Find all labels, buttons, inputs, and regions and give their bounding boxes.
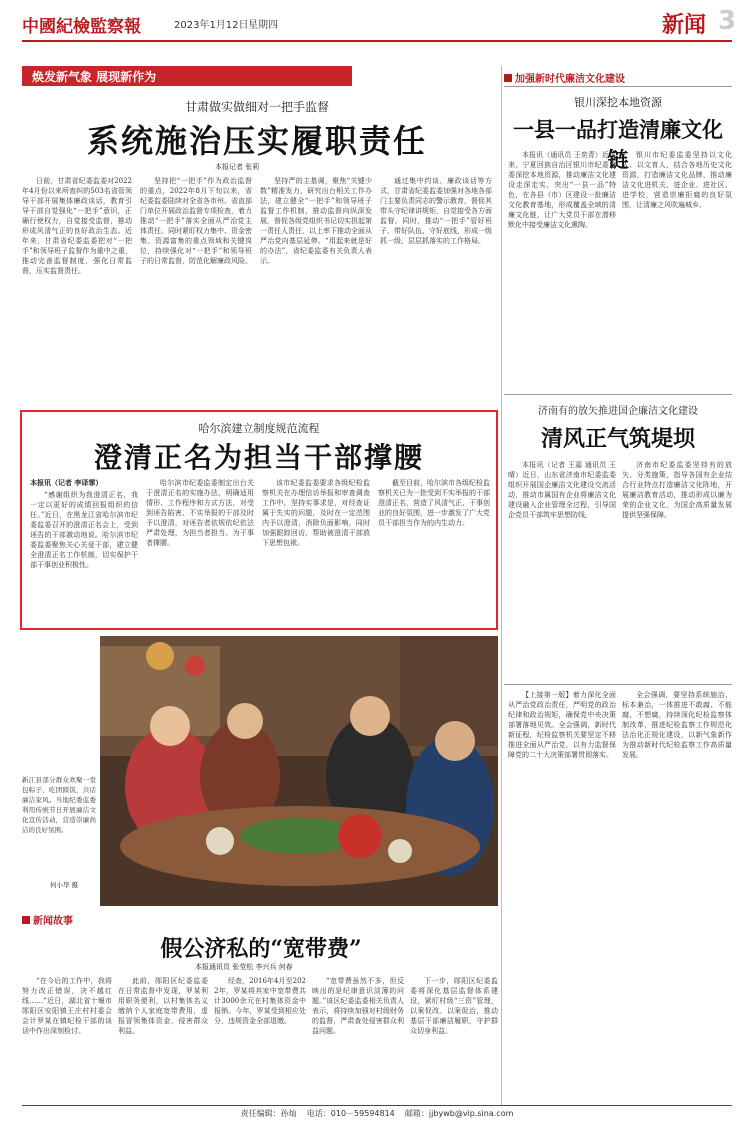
right-bottom-col-1 (508, 690, 616, 1090)
section-marker-icon (504, 74, 512, 82)
mid-story-col-1-text: “感谢组织为我澄清正名，我一定以更好的成绩回报组织的信任。”近日，在黑龙江省哈尔滨市纪委监委召开的澄清正名会上，受到诬告的干部激动地说。哈尔滨市纪委监委聚焦关心关爱干部，建立健全澄清正名工作机制，切实保护干部干事创业积极性。 (30, 491, 138, 569)
mid-story-col-1 (30, 490, 138, 622)
right-mid-col-2-text: 济南市纪委监委坚持有的放矢、分类施策，指导各国有企业结合行业特点打造廉洁文化阵地，开展廉洁教育活动，推动形成以廉为荣的企业文化，为国企高质量发展提供坚强保障。 (622, 461, 732, 519)
main-story-col-4 (380, 176, 492, 401)
right-top-section-tag (504, 70, 625, 85)
right-top-headline: 一县一品打造清廉文化链 (513, 117, 723, 172)
bottom-story-col-3-text: 经查，2016年4月至2022年，罗某将其家中宽带费共计3000余元在村集体资金中报销。今年，罗某受到相应处分，违规资金全部退缴。 (214, 977, 306, 1025)
photo-illustration (100, 636, 498, 906)
right-top-col-1 (508, 150, 616, 390)
section-marker-icon (22, 916, 30, 924)
top-banner (22, 66, 352, 86)
mid-story-col-4 (378, 478, 490, 622)
mid-story-byline: 本报讯（记者 李译霏） (30, 479, 103, 487)
mid-story-col-2-text: 哈尔滨市纪委监委制定出台关于澄清正名的实施办法，明确适用情形、工作程序和方式方法，对受到诬告陷害、不实举报的干部及时予以澄清，对诬告者依规依纪依法严肃处理，为担当者担当、为干事者撑腰。 (146, 479, 254, 547)
bottom-story-col-1-text: “在今后的工作中，我将努力改正错误，决不越红线……”近日，湖北省十堰市郧阳区安阳镇王庄村村委会会计罗某在镇纪检干部的谈话中作出深刻检讨。 (22, 977, 112, 1035)
main-story-col-4-text: 通过集中约谈、廉政谈话等方式，甘肃省纪委监委加强对各地各部门主要负责同志的警示教育，督促其带头守纪律讲规矩，自觉接受各方面监督。同时，推动“一把手”管好班子、带好队伍、守好底线，形成一级抓一级、层层抓落实的工作格局。 (380, 177, 492, 245)
mid-story-col-3-text: 该市纪委监委要求各级纪检监察机关在办理信访举报和审查调查工作中，坚持实事求是，对经查证属于失实的问题，及时在一定范围内予以澄清，消除负面影响，同时加强跟踪回访，帮助被澄清干部放下思想包袱。 (262, 479, 370, 547)
bottom-section-label: 新闻故事 (33, 916, 73, 927)
right-top-col-1-text: 本报讯（通讯员 王奕青）近年来，宁夏回族自治区银川市纪委监委深挖本地资源，推动廉洁文化建设走深走实，突出“一县一品”特色，在各县（市）区建设一批廉洁文化教育基地，形成覆盖全域的清廉文化链，让广大党员干部在潜移默化中接受廉洁文化熏陶。 (508, 151, 616, 229)
bottom-story-col-1 (22, 976, 112, 1102)
footer (22, 1108, 732, 1122)
right-mid-headline: 清风正气筑堤坝 (540, 426, 695, 452)
bottom-story-col-4 (312, 976, 404, 1102)
main-story-col-1 (22, 176, 132, 401)
right-bottom-col-1-text: 【上接第一版】着力深化全面从严治党政治责任，严明党的政治纪律和政治规矩，确保党中央决策部署落地见效。全会强调，新时代新征程，纪检监察机关要坚定不移推进全面从严治党，以有力监督保障党的二十大决策部署贯彻落实。 (508, 691, 616, 759)
masthead (0, 0, 748, 52)
main-story-col-3-text: 坚持严的主基调，聚焦“关键少数”精准发力，研究出台相关工作办法，建立健全“一把手”和领导班子监督工作机制，推动监督向纵深发展，督促各级党组织书记切实担起第一责任人责任，以上率下推动全面从严治党向基层延伸。“用起来就是好的办法”，省纪委监委有关负责人表示。 (260, 177, 372, 265)
news-photo (100, 636, 498, 906)
bottom-story-col-5 (410, 976, 498, 1102)
bottom-section-tag (22, 912, 73, 927)
bottom-story-col-5-text: 下一步，郧阳区纪委监委将深化基层监督体系建设，紧盯村级“三资”管理，以案促改、以案促治，推动基层干部廉洁履职，守护群众切身利益。 (410, 977, 498, 1035)
main-story-col-2 (140, 176, 252, 401)
mid-story-kicker: 哈尔滨建立制度规范流程 (198, 422, 320, 435)
right-top-section-label: 加强新时代廉洁文化建设 (515, 74, 625, 85)
mid-story-headline: 澄清正名为担当干部撑腰 (93, 441, 424, 474)
newspaper-logo: 中國紀檢監察報 (22, 17, 141, 37)
right-mid-col-1 (508, 460, 616, 680)
bottom-story-col-2 (118, 976, 208, 1102)
main-story-kicker: 甘肃做实做细对一把手监督 (184, 100, 329, 114)
issue-date: 2023年1月12日 (174, 20, 249, 31)
bottom-story-col-3 (214, 976, 306, 1102)
right-bottom-rule (504, 684, 732, 685)
right-mid-col-1-text: 本报讯（记者 王嘉 通讯员 王晴）近日，山东省济南市纪委监委组织开展国企廉洁文化建设交流活动，推动市属国有企业将廉洁文化建设融入企业管理全过程，引导国企党员干部筑牢思想防线。 (508, 461, 616, 519)
right-mid-rule (504, 394, 732, 395)
mid-story-col-3 (262, 478, 370, 622)
right-bottom-col-2-text: 全会强调，要坚持系统施治、标本兼治，一体推进不敢腐、不能腐、不想腐，持续深化纪检监察体制改革，推进纪检监察工作规范化法治化正规化建设，以新气象新作为推动新时代纪检监察工作高质量发展。 (622, 691, 732, 759)
photo-caption (22, 775, 96, 875)
footer-phone: 电话：010－59594814 (306, 1109, 395, 1118)
photo-credit: 何小华 摄 (50, 881, 79, 889)
issue-weekday: 星期四 (248, 20, 278, 31)
column-divider (501, 66, 502, 1106)
bottom-story-col-4-text: “宽带费虽然不多，但反映出的是纪律意识淡薄的问题。”该区纪委监委相关负责人表示，将持续加强对村级财务的监督，严肃查处侵害群众利益问题。 (312, 977, 404, 1035)
photo-caption-text: 新江县部分群众欢聚一堂包粽子、吃团圆饭，共话廉洁家风。当地纪委监委利用传统节日开展廉洁文化宣传活动，营造崇廉尚洁的良好氛围。 (22, 776, 96, 834)
mid-story-col-2 (146, 478, 254, 622)
footer-editors: 责任编辑：孙灿 (240, 1109, 297, 1118)
top-banner-label: 焕发新气象 展现新作为 (32, 70, 157, 84)
right-top-col-2-text: 银川市纪委监委坚持以文化人、以文育人，结合各地历史文化资源，打造廉洁文化品牌，推动廉洁文化进机关、进企业、进社区、进学校，营造崇廉拒腐的良好氛围，让清廉之风吹遍城乡。 (622, 151, 732, 209)
main-story-col-3 (260, 176, 372, 401)
bottom-story-headline: 假公济私的“宽带费” (160, 936, 362, 962)
right-top-kicker: 银川深挖本地资源 (574, 96, 662, 109)
footer-email[interactable]: 邮箱：jjbywb@vip.sina.com (404, 1109, 514, 1118)
page-number: 3 (718, 6, 737, 36)
footer-rule (22, 1105, 732, 1106)
right-mid-col-2 (622, 460, 732, 680)
main-story-byline: 本报记者 张莉 (215, 163, 260, 171)
mid-story-col-4-text: 截至目前，哈尔滨市各级纪检监察机关已为一批受到不实举报的干部澄清正名，营造了风清气正、干事创业的良好氛围，进一步激发了广大党员干部担当作为的内生动力。 (378, 479, 490, 527)
right-bottom-col-2 (622, 690, 732, 1090)
right-mid-kicker: 济南有的放矢推进国企廉洁文化建设 (538, 406, 698, 417)
section-name: 新闻 (662, 12, 707, 38)
masthead-rule (22, 40, 732, 42)
bottom-story-byline: 本报通讯员 张莹松 李兴兵 何春 (195, 963, 293, 971)
main-story-headline: 系统施治压实履职责任 (86, 122, 427, 160)
main-story-col-1-text: 日前，甘肃省纪委监委对2022年4月份以来所查纠的503名省管领导干部开展集体廉政谈话，教育引导干部自觉强化“一把手”意识，正确行使权力，自觉接受监督，推动形成风清气正的良好政治生态。近年来，甘肃省纪委监委把对“一把手”和领导班子监督作为重中之重，推动完善监督制度，强化日常监督，压实监督责任。 (22, 177, 132, 275)
right-top-col-2 (622, 150, 732, 390)
right-top-rule (504, 86, 732, 87)
bottom-story-col-2-text: 此前，郧阳区纪委监委在日常监督中发现，罗某利用职务便利，以村集体名义缴纳个人家庭宽带费用，虚报冒领集体资金，侵害群众利益。 (118, 977, 208, 1035)
main-story-col-2-text: 坚持把“一把手”作为政治监督的重点，2022年8月下旬以来，省纪委监委陆续对全省各市州、省直部门单位开展政治监督专项检查，着力推动“一把手”落实全面从严治党主体责任。同时紧盯权力集中、资金密集、资源富集的重点领域和关键岗位，持续强化对“一把手”和领导班子的日常监督，防范化解廉政风险。 (140, 177, 252, 265)
